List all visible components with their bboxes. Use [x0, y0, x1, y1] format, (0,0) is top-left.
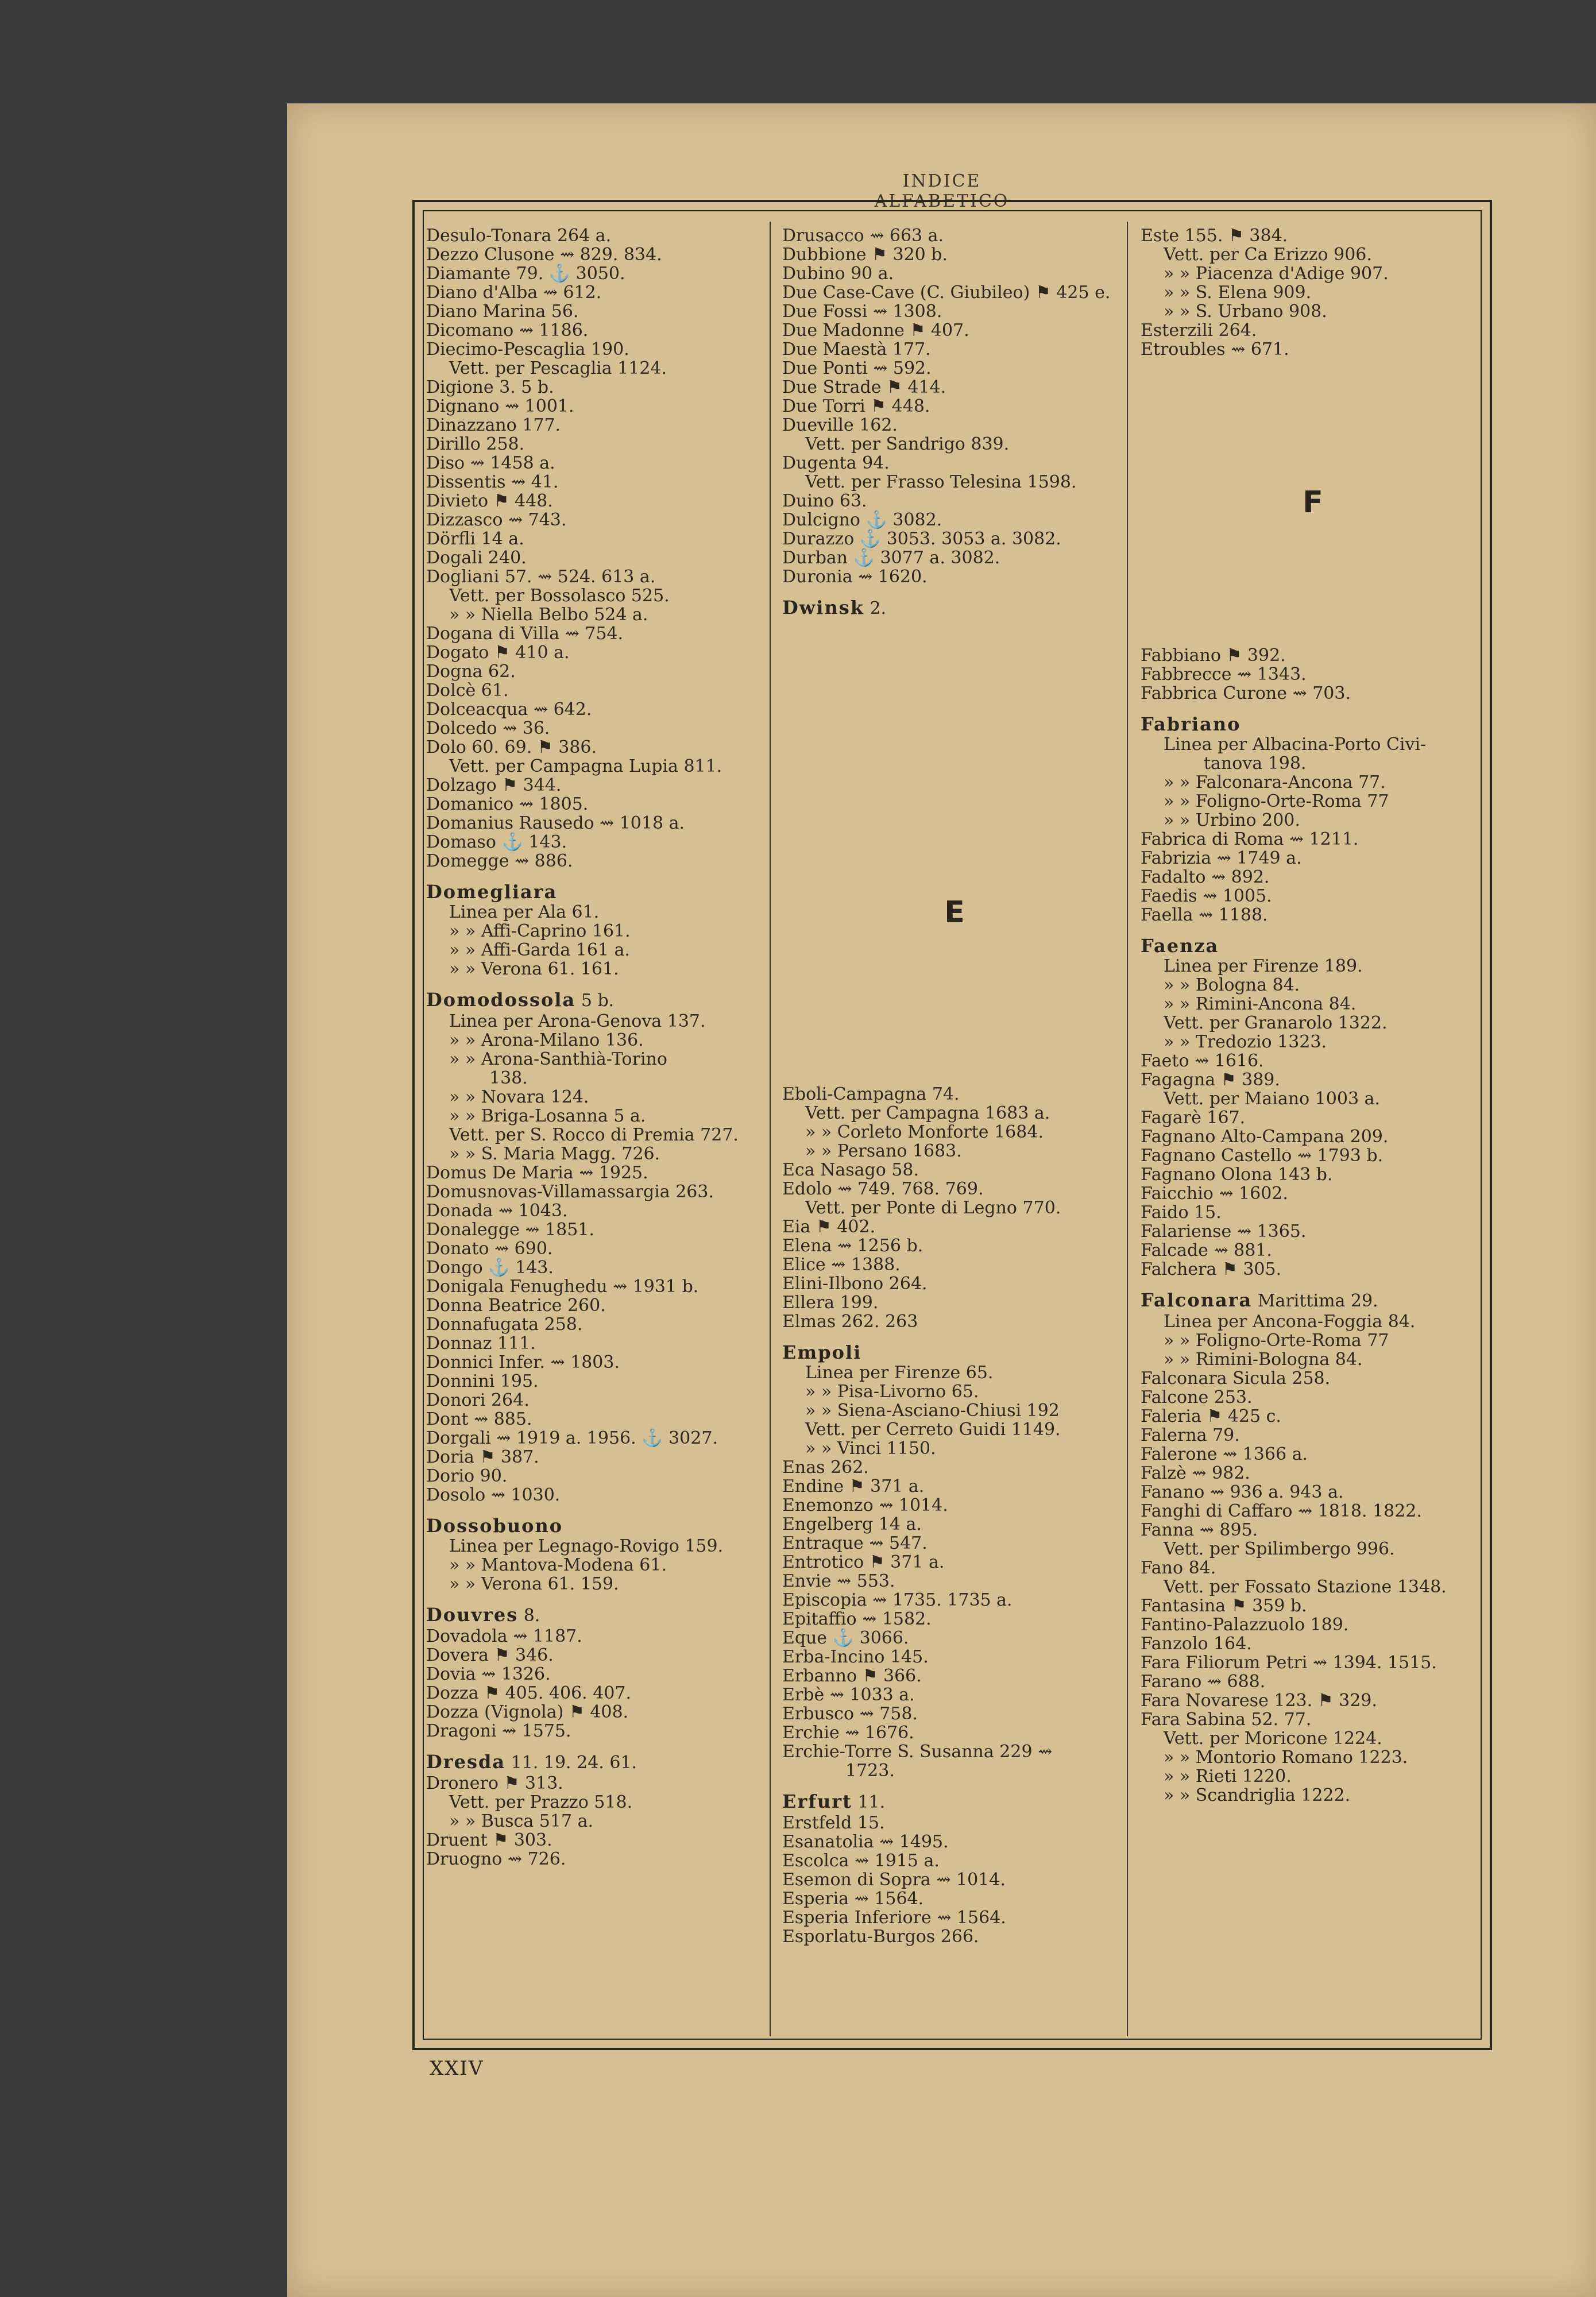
index-entry: Dronero ⚑ 313.: [426, 1773, 563, 1793]
index-subentry: » » Pisa-Livorno 65.: [805, 1382, 979, 1402]
index-entry: Faeto ⇝ 1616.: [1141, 1051, 1264, 1071]
index-entry: Dezzo Clusone ⇝ 829. 834.: [426, 245, 662, 265]
index-entry: Episcopia ⇝ 1735. 1735 a.: [782, 1590, 1013, 1610]
index-entry: Dörfli 14 a.: [426, 529, 524, 549]
index-subentry: Linea per Legnago-Rovigo 159.: [449, 1536, 724, 1556]
index-entry: Domanius Rausedo ⇝ 1018 a.: [426, 813, 685, 833]
index-entry: Engelberg 14 a.: [782, 1514, 922, 1534]
index-subentry: Vett. per Ca Erizzo 906.: [1164, 245, 1372, 265]
index-entry: Erbè ⇝ 1033 a.: [782, 1685, 915, 1705]
index-subentry: » » Scandriglia 1222.: [1164, 1785, 1351, 1805]
index-entry: Dubino 90 a.: [782, 264, 894, 284]
index-entry: Falconara Sicula 258.: [1141, 1368, 1331, 1389]
city-heading-name: Fabriano: [1141, 713, 1241, 735]
index-entry: Diso ⇝ 1458 a.: [426, 453, 555, 473]
city-heading-name: Empoli: [782, 1341, 862, 1363]
index-subentry: Vett. per Campagna 1683 a.: [805, 1103, 1050, 1123]
index-entry: Due Fossi ⇝ 1308.: [782, 301, 942, 322]
index-entry: Fadalto ⇝ 892.: [1141, 867, 1270, 887]
index-entry: Fano 84.: [1141, 1558, 1216, 1578]
index-entry: Ellera 199.: [782, 1293, 879, 1313]
index-subentry: » » S. Maria Magg. 726.: [449, 1144, 660, 1164]
index-entry: Dignano ⇝ 1001.: [426, 396, 574, 416]
index-subentry: 138.: [489, 1068, 528, 1088]
index-entry: Fanzolo 164.: [1141, 1634, 1252, 1654]
index-subentry: » » Affi-Garda 161 a.: [449, 940, 630, 960]
index-entry: Epitaffio ⇝ 1582.: [782, 1609, 932, 1629]
index-entry: Donori 264.: [426, 1390, 530, 1410]
index-subentry: Vett. per Prazzo 518.: [449, 1792, 633, 1812]
city-heading-name: Dwinsk: [782, 597, 864, 618]
index-subentry: » » Vinci 1150.: [805, 1438, 936, 1459]
city-heading-refs: 11.: [852, 1792, 886, 1812]
index-entry: Falerna 79.: [1141, 1425, 1240, 1445]
index-entry: Erba-Incino 145.: [782, 1647, 929, 1667]
index-entry: Eca Nasago 58.: [782, 1160, 919, 1180]
index-entry: Esanatolia ⇝ 1495.: [782, 1832, 949, 1852]
index-entry: Erchie-Torre S. Susanna 229 ⇝: [782, 1742, 1053, 1762]
index-subentry: » » Rimini-Bologna 84.: [1164, 1349, 1363, 1370]
index-entry: Due Madonne ⚑ 407.: [782, 320, 969, 341]
index-entry: Fagarè 167.: [1141, 1108, 1246, 1128]
index-subentry: Linea per Arona-Genova 137.: [449, 1011, 706, 1031]
index-entry: Falerone ⇝ 1366 a.: [1141, 1444, 1308, 1464]
index-entry: Diano d'Alba ⇝ 612.: [426, 283, 602, 303]
index-entry: Dogliani 57. ⇝ 524. 613 a.: [426, 567, 656, 587]
index-subentry: » » Corleto Monforte 1684.: [805, 1122, 1044, 1142]
index-entry: Donnafugata 258.: [426, 1314, 583, 1335]
index-entry: Due Maestà 177.: [782, 339, 931, 359]
index-subentry: Vett. per Maiano 1003 a.: [1164, 1089, 1380, 1109]
city-heading-name: Dresda: [426, 1751, 506, 1773]
index-entry: Fabrizia ⇝ 1749 a.: [1141, 848, 1302, 868]
section-letter: E: [944, 895, 965, 930]
spacer: [782, 930, 1127, 1085]
index-entry: Etroubles ⇝ 671.: [1141, 339, 1289, 359]
index-entry: Durban ⚓ 3077 a. 3082.: [782, 548, 1000, 568]
index-entry: Diano Marina 56.: [426, 301, 579, 322]
index-entry: Dolzago ⚑ 344.: [426, 775, 562, 795]
city-heading-name: Douvres: [426, 1604, 519, 1626]
spacer: [782, 620, 1127, 895]
index-entry: Falcone 253.: [1141, 1387, 1253, 1407]
index-column-2: [782, 226, 1127, 2041]
index-subentry: Vett. per Granarolo 1322.: [1164, 1013, 1388, 1033]
index-entry: Fagagna ⚑ 389.: [1141, 1070, 1280, 1090]
index-entry: Dorio 90.: [426, 1466, 508, 1486]
index-subentry: » » Piacenza d'Adige 907.: [1164, 264, 1389, 284]
index-entry: Donnini 195.: [426, 1371, 539, 1391]
index-entry: Duino 63.: [782, 491, 867, 511]
city-heading-name: Domodossola: [426, 989, 576, 1011]
city-heading-name: Dossobuono: [426, 1515, 563, 1537]
index-subentry: » » Falconara-Ancona 77.: [1164, 772, 1386, 792]
index-entry: Dogana di Villa ⇝ 754.: [426, 624, 624, 644]
index-subentry: Vett. per Spilimbergo 996.: [1164, 1539, 1395, 1559]
index-entry: Escolca ⇝ 1915 a.: [782, 1851, 940, 1871]
index-entry: Dirillo 258.: [426, 434, 525, 454]
index-subentry: Vett. per Frasso Telesina 1598.: [805, 472, 1077, 492]
index-subentry: Vett. per Moricone 1224.: [1164, 1728, 1382, 1749]
index-entry: Erbusco ⇝ 758.: [782, 1704, 918, 1724]
index-entry: Fanano ⇝ 936 a. 943 a.: [1141, 1482, 1344, 1502]
index-subentry: » » Foligno-Orte-Roma 77: [1164, 791, 1389, 811]
index-entry: Domusnovas-Villamassargia 263.: [426, 1182, 714, 1202]
city-heading: [426, 990, 771, 1011]
index-entry: Entrotico ⚑ 371 a.: [782, 1552, 945, 1572]
index-entry: Elmas 262. 263: [782, 1312, 918, 1332]
city-heading: [426, 1752, 771, 1773]
index-entry: Falariense ⇝ 1365.: [1141, 1221, 1307, 1242]
index-entry: Faleria ⚑ 425 c.: [1141, 1406, 1281, 1426]
index-subentry: » » Siena-Asciano-Chiusi 192: [805, 1401, 1060, 1421]
index-entry: Fantino-Palazzuolo 189.: [1141, 1615, 1349, 1635]
index-entry: Fabrica di Roma ⇝ 1211.: [1141, 829, 1359, 849]
index-entry: Farano ⇝ 688.: [1141, 1672, 1266, 1692]
index-entry: Falchera ⚑ 305.: [1141, 1259, 1282, 1279]
index-entry: Domegge ⇝ 886.: [426, 851, 573, 871]
index-entry: Dosolo ⇝ 1030.: [426, 1485, 561, 1505]
index-entry: Dovia ⇝ 1326.: [426, 1664, 551, 1684]
index-entry: Faido 15.: [1141, 1202, 1222, 1223]
index-subentry: Vett. per Campagna Lupia 811.: [449, 756, 722, 776]
index-entry: Divieto ⚑ 448.: [426, 491, 553, 511]
index-entry: Fagnano Alto-Campana 209.: [1141, 1127, 1389, 1147]
index-entry: Dizzasco ⇝ 743.: [426, 510, 567, 530]
index-entry: Dubbione ⚑ 320 b.: [782, 245, 948, 265]
index-subentry: Vett. per Sandrigo 839.: [805, 434, 1010, 454]
city-heading: [426, 1605, 771, 1626]
index-entry: Donigala Fenughedu ⇝ 1931 b.: [426, 1277, 699, 1297]
city-heading: [426, 882, 771, 902]
index-entry: Dont ⇝ 885.: [426, 1409, 532, 1429]
index-subentry: » » Busca 517 a.: [449, 1811, 593, 1831]
index-entry: Erbanno ⚑ 366.: [782, 1666, 922, 1686]
city-heading-refs: 2.: [864, 598, 887, 618]
index-entry: Faicchio ⇝ 1602.: [1141, 1184, 1288, 1204]
index-subentry: 1723.: [845, 1761, 895, 1781]
index-entry: Eboli-Campagna 74.: [782, 1084, 960, 1104]
index-entry: Dogali 240.: [426, 548, 527, 568]
index-entry: Fabbrica Curone ⇝ 703.: [1141, 683, 1351, 703]
index-entry: Fantasina ⚑ 359 b.: [1141, 1596, 1307, 1616]
index-entry: Desulo-Tonara 264 a.: [426, 226, 612, 246]
index-entry: Dovadola ⇝ 1187.: [426, 1626, 582, 1646]
index-entry: Envie ⇝ 553.: [782, 1571, 895, 1591]
index-subentry: Vett. per Ponte di Legno 770.: [805, 1198, 1061, 1218]
index-entry: Fagnano Castello ⇝ 1793 b.: [1141, 1146, 1384, 1166]
index-entry: Esterzili 264.: [1141, 320, 1257, 341]
city-heading-refs: 11. 19. 24. 61.: [505, 1753, 637, 1773]
index-subentry: » » Verona 61. 161.: [449, 959, 619, 979]
index-entry: Enemonzo ⇝ 1014.: [782, 1495, 948, 1515]
column-divider-2: [1127, 222, 1128, 2036]
index-entry: Fabbiano ⚑ 392.: [1141, 645, 1286, 666]
city-heading: [426, 1516, 771, 1536]
page-number: XXIV: [430, 2057, 484, 2080]
index-entry: Fanghi di Caffaro ⇝ 1818. 1822.: [1141, 1501, 1422, 1521]
index-entry: Donalegge ⇝ 1851.: [426, 1220, 594, 1240]
index-entry: Domanico ⇝ 1805.: [426, 794, 589, 814]
index-entry: Fara Sabina 52. 77.: [1141, 1710, 1312, 1730]
section-letter: F: [1303, 485, 1323, 520]
index-entry: Due Torri ⚑ 448.: [782, 396, 930, 416]
index-entry: Eia ⚑ 402.: [782, 1217, 876, 1237]
index-subentry: » » Persano 1683.: [805, 1141, 962, 1161]
index-entry: Domus De Maria ⇝ 1925.: [426, 1163, 648, 1183]
index-entry: Dueville 162.: [782, 415, 898, 435]
city-heading-name: Erfurt: [782, 1791, 852, 1812]
index-entry: Donnici Infer. ⇝ 1803.: [426, 1352, 620, 1372]
index-entry: Dugenta 94.: [782, 453, 890, 473]
index-entry: Edolo ⇝ 749. 768. 769.: [782, 1179, 984, 1199]
index-subentry: Vett. per Fossato Stazione 1348.: [1164, 1577, 1447, 1597]
index-entry: Elini-Ilbono 264.: [782, 1274, 928, 1294]
index-entry: Domaso ⚓ 143.: [426, 832, 567, 852]
index-entry: Fabbrecce ⇝ 1343.: [1141, 664, 1307, 685]
index-entry: Dolo 60. 69. ⚑ 386.: [426, 737, 597, 757]
index-entry: Este 155. ⚑ 384.: [1141, 226, 1288, 246]
index-entry: Falzè ⇝ 982.: [1141, 1463, 1250, 1483]
index-entry: Fagnano Olona 143 b.: [1141, 1165, 1333, 1185]
index-subentry: » » Novara 124.: [449, 1087, 589, 1107]
index-entry: Fara Filiorum Petri ⇝ 1394. 1515.: [1141, 1653, 1437, 1673]
index-entry: Diamante 79. ⚓ 3050.: [426, 264, 625, 284]
index-subentry: » » Niella Belbo 524 a.: [449, 605, 648, 625]
index-entry: Diecimo-Pescaglia 190.: [426, 339, 629, 359]
index-entry: Donnaz 111.: [426, 1333, 536, 1354]
index-subentry: Linea per Firenze 189.: [1164, 956, 1363, 976]
index-subentry: » » Bologna 84.: [1164, 975, 1300, 995]
index-entry: Dovera ⚑ 346.: [426, 1645, 554, 1665]
spacer: [1141, 520, 1485, 646]
city-heading-refs: Marittima 29.: [1252, 1291, 1378, 1311]
index-entry: Dozza ⚑ 405. 406. 407.: [426, 1683, 632, 1703]
index-column-3: [1141, 226, 1485, 2041]
index-entry: Dulcigno ⚓ 3082.: [782, 510, 942, 530]
index-subentry: » » Arona-Santhià-Torino: [449, 1049, 667, 1069]
index-entry: Donato ⇝ 690.: [426, 1239, 553, 1259]
city-heading-name: Faenza: [1141, 935, 1219, 957]
index-entry: Druogno ⇝ 726.: [426, 1849, 566, 1869]
index-entry: Donada ⇝ 1043.: [426, 1201, 568, 1221]
index-entry: Druent ⚑ 303.: [426, 1830, 552, 1850]
index-subentry: » » Mantova-Modena 61.: [449, 1555, 667, 1575]
index-entry: Entraque ⇝ 547.: [782, 1533, 928, 1553]
index-subentry: Vett. per S. Rocco di Premia 727.: [449, 1125, 739, 1145]
index-subentry: Linea per Ancona-Foggia 84.: [1164, 1312, 1416, 1332]
index-entry: Dogato ⚑ 410 a.: [426, 643, 570, 663]
index-subentry: Vett. per Bossolasco 525.: [449, 586, 670, 606]
index-subentry: » » S. Elena 909.: [1164, 283, 1312, 303]
index-subentry: » » S. Urbano 908.: [1164, 301, 1327, 322]
index-entry: Endine ⚑ 371 a.: [782, 1476, 925, 1496]
index-entry: Dolceacqua ⇝ 642.: [426, 699, 592, 720]
index-entry: Elena ⇝ 1256 b.: [782, 1236, 923, 1256]
index-entry: Elice ⇝ 1388.: [782, 1255, 901, 1275]
index-entry: Due Ponti ⇝ 592.: [782, 358, 932, 378]
index-subentry: Vett. per Cerreto Guidi 1149.: [805, 1420, 1061, 1440]
index-subentry: Linea per Firenze 65.: [805, 1363, 994, 1383]
index-subentry: » » Rieti 1220.: [1164, 1766, 1292, 1786]
index-entry: Dolcedo ⇝ 36.: [426, 718, 550, 738]
city-heading-name: Domegliara: [426, 881, 558, 903]
index-entry: Dicomano ⇝ 1186.: [426, 320, 589, 341]
city-heading: [782, 598, 1127, 618]
index-entry: Dozza (Vignola) ⚑ 408.: [426, 1702, 629, 1722]
index-subentry: Linea per Albacina-Porto Civi-: [1164, 734, 1427, 755]
index-entry: Faedis ⇝ 1005.: [1141, 886, 1272, 906]
index-entry: Dorgali ⇝ 1919 a. 1956. ⚓ 3027.: [426, 1428, 718, 1448]
index-entry: Esporlatu-Burgos 266.: [782, 1927, 979, 1947]
city-heading: [782, 1343, 1127, 1362]
index-entry: Donna Beatrice 260.: [426, 1296, 606, 1316]
index-column-1: [426, 226, 771, 2041]
city-heading: [782, 1792, 1127, 1812]
index-entry: Due Strade ⚑ 414.: [782, 377, 946, 397]
index-entry: Dinazzano 177.: [426, 415, 561, 435]
page-header: INDICE ALFABETICO: [874, 171, 1010, 211]
index-entry: Enas 262.: [782, 1457, 869, 1478]
index-subentry: » » Briga-Losanna 5 a.: [449, 1106, 646, 1126]
index-entry: Drusacco ⇝ 663 a.: [782, 226, 944, 246]
index-subentry: » » Urbino 200.: [1164, 810, 1300, 830]
index-entry: Duronia ⇝ 1620.: [782, 567, 928, 587]
spacer: [1141, 359, 1485, 485]
index-entry: Doria ⚑ 387.: [426, 1447, 539, 1467]
city-heading-name: Falconara: [1141, 1289, 1253, 1311]
city-heading: [1141, 714, 1485, 734]
index-entry: Dongo ⚓ 143.: [426, 1258, 554, 1278]
index-entry: Dogna 62.: [426, 662, 516, 682]
index-entry: Fanna ⇝ 895.: [1141, 1520, 1258, 1540]
index-subentry: » » Montorio Romano 1223.: [1164, 1747, 1408, 1768]
index-entry: Dolcè 61.: [426, 680, 509, 701]
index-entry: Faella ⇝ 1188.: [1141, 905, 1268, 925]
index-subentry: » » Arona-Milano 136.: [449, 1030, 644, 1050]
index-entry: Durazzo ⚓ 3053. 3053 a. 3082.: [782, 529, 1061, 549]
index-entry: Esemon di Sopra ⇝ 1014.: [782, 1870, 1006, 1890]
index-entry: Dissentis ⇝ 41.: [426, 472, 559, 492]
index-subentry: Linea per Ala 61.: [449, 902, 600, 922]
index-subentry: » » Verona 61. 159.: [449, 1574, 619, 1594]
index-entry: Erstfeld 15.: [782, 1813, 885, 1833]
index-subentry: » » Affi-Caprino 161.: [449, 921, 631, 941]
index-subentry: tanova 198.: [1204, 753, 1307, 774]
index-entry: Dragoni ⇝ 1575.: [426, 1721, 571, 1741]
index-entry: Digione 3. 5 b.: [426, 377, 554, 397]
index-subentry: » » Foligno-Orte-Roma 77: [1164, 1331, 1389, 1351]
city-heading-refs: 8.: [518, 1606, 540, 1626]
city-heading: [1141, 936, 1485, 956]
city-heading-refs: 5 b.: [575, 991, 615, 1011]
index-entry: Esperia Inferiore ⇝ 1564.: [782, 1908, 1006, 1928]
index-entry: Erchie ⇝ 1676.: [782, 1723, 914, 1743]
index-subentry: » » Tredozio 1323.: [1164, 1032, 1327, 1052]
index-entry: Eque ⚓ 3066.: [782, 1628, 909, 1648]
index-entry: Fara Novarese 123. ⚑ 329.: [1141, 1691, 1377, 1711]
index-entry: Esperia ⇝ 1564.: [782, 1889, 924, 1909]
index-subentry: » » Rimini-Ancona 84.: [1164, 994, 1357, 1014]
city-heading: [1141, 1290, 1485, 1311]
index-entry: Falcade ⇝ 881.: [1141, 1240, 1272, 1260]
index-subentry: Vett. per Pescaglia 1124.: [449, 358, 667, 378]
index-entry: Due Case-Cave (C. Giubileo) ⚑ 425 e.: [782, 283, 1111, 303]
